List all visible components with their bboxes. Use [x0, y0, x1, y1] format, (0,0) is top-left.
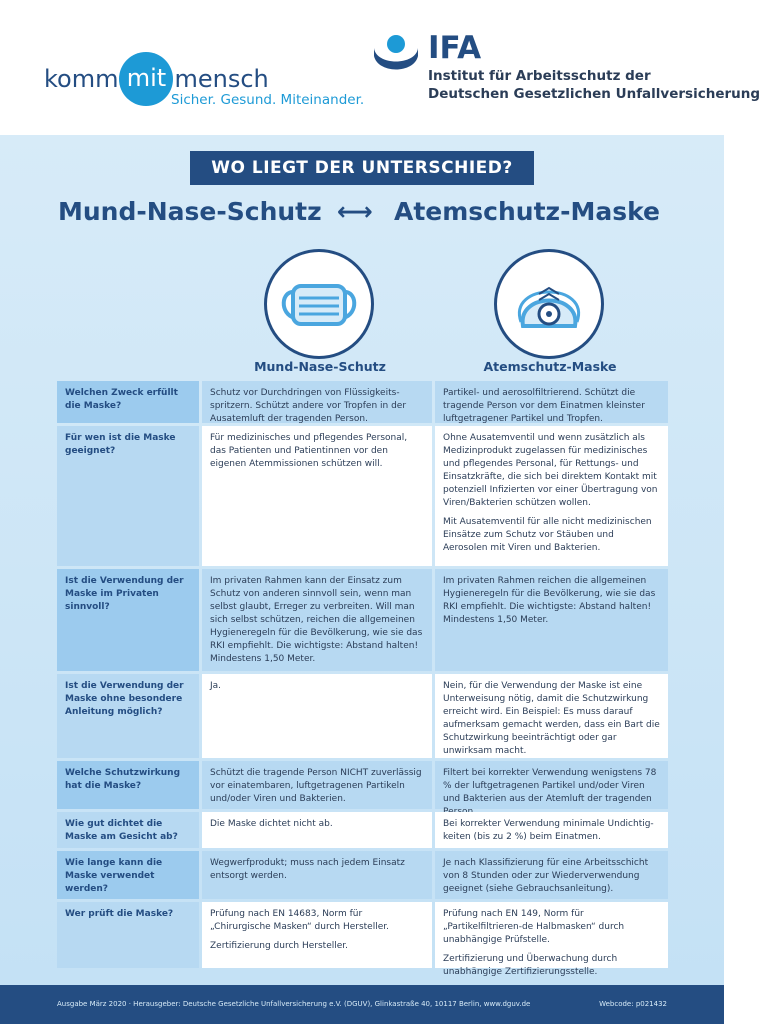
double-arrow-icon: ⟷ [337, 197, 373, 226]
row-question: Wer prüft die Maske? [57, 902, 199, 968]
ifa-line-1: Institut für Arbeitsschutz der [428, 68, 651, 84]
row-question: Ist die Verwendung der Maske ohne besondere Anleitung möglich? [57, 674, 199, 758]
column-header-right: Atemschutz-Maske [483, 359, 617, 374]
row-answer-right: Je nach Klassifizierung für eine Arbeitsschicht von 8 Stunden oder zur Wiederverwendung geeignet (siehe Gebrauchsanleitung). [435, 851, 668, 899]
logo-word-komm: komm [44, 65, 119, 93]
footer [0, 985, 724, 1024]
table-row [57, 902, 668, 977]
table-row [57, 569, 668, 671]
kommmitmensch-logo [44, 52, 365, 108]
table-row [57, 426, 668, 566]
column-header-left: Mund-Nase-Schutz [254, 359, 386, 374]
table-row [57, 761, 668, 809]
title-mund-nase-schutz: Mund-Nase-Schutz [58, 197, 322, 226]
row-answer-left: Die Maske dichtet nicht ab. [202, 812, 432, 848]
logo-circle-mit: mit [119, 52, 173, 106]
row-question: Welche Schutzwirkung hat die Maske? [57, 761, 199, 809]
row-answer-left: Schutz vor Durchdringen von Flüssigkeits-spritzern. Schützt andere vor Tropfen in der Ausatemluft der tragenden Person. [202, 381, 432, 423]
row-answer-right: Bei korrekter Verwendung minimale Undichtig-keiten (bis zu 2 %) beim Einatmen. [435, 812, 668, 848]
logo-word-mensch: mensch [174, 65, 269, 93]
headline-banner: WO LIEGT DER UNTERSCHIED? [190, 151, 534, 185]
row-answer-right: Ohne Ausatemventil und wenn zusätzlich als Medizinprodukt zugelassen für medizinisches und pflegendes Personal, für Rettungs- und Einsatzkräfte, die sich bei direktem Kontakt mit potenziell Infizierten vor einer Übertragung von Viren/Bakterien schützen wollen. Mit Ausatemventil für alle nicht medizinischen Einsätze zum Schutz vor Stäuben und Aerosolen mit Viren und Bakterien. [435, 426, 668, 566]
row-answer-left: Für medizinisches und pflegendes Personal, das Patienten und Patientinnen vor den eigenen Atemmissionen schützen will. [202, 426, 432, 566]
respirator-mask-icon [494, 249, 604, 359]
header [0, 0, 760, 135]
row-answer-right: Filtert bei korrekter Verwendung wenigstens 78 % der luftgetragenen Partikel und/oder Viren und Bakterien aus der Atemluft der tragenden [435, 761, 668, 809]
row-question: Welchen Zweck erfüllt die Maske? [57, 381, 199, 423]
table-row [57, 674, 668, 758]
row-answer-left: Ja. [202, 674, 432, 758]
row-answer-left: Wegwerfprodukt; muss nach jedem Einsatz entsorgt werden. [202, 851, 432, 899]
row-answer-left: Schützt die tragende Person NICHT zuverlässig vor einatembaren, luftgetragenen Partikeln und/oder Viren und Bakterien. [202, 761, 432, 809]
row-answer-right: Nein, für die Verwendung der Maske ist eine Unterweisung nötig, damit die Schutzwirkung erreicht wird. Ein Beispiel: Es muss darauf aufmerksam gemacht werden, dass ein Bart die Schutzwirkung beeinträchtigt oder gar unwirksam macht. [435, 674, 668, 758]
row-answer-left: Im privaten Rahmen kann der Einsatz zum Schutz von anderen sinnvoll sein, wenn man selbst glaubt, Erreger zu verbreiten. Will man sich selbst schützen, reichen die allgemeinen Hygieneregeln für die Bevölkerung, wie sie das RKI empfiehlt. Die wichtigste: Abstand halten! Mindestens 1,50 Meter. [202, 569, 432, 671]
row-answer-right: Prüfung nach EN 149, Norm für „Partikelfiltrieren-de Halbmasken“ durch unabhängige Prüfstelle. Zertifizierung und Überwachung durch unabhängige Zertifizierungsstelle. [435, 902, 668, 968]
table-row [57, 381, 668, 423]
ifa-title: IFA [428, 30, 482, 66]
footer-webcode: Webcode: p021432 [599, 1000, 667, 1008]
ifa-emblem-icon [372, 34, 422, 82]
row-question: Wie lange kann die Maske verwendet werden? [57, 851, 199, 899]
comparison-table [57, 381, 668, 977]
main-content [0, 135, 724, 985]
table-row [57, 851, 668, 899]
table-row [57, 812, 668, 848]
row-question: Ist die Verwendung der Maske im Privaten sinnvoll? [57, 569, 199, 671]
logo-tagline: Sicher. Gesund. Miteinander. [171, 92, 365, 108]
row-answer-left: Prüfung nach EN 14683, Norm für „Chirurgische Masken“ durch Hersteller. Zertifizierung durch Hersteller. [202, 902, 432, 968]
row-question: Für wen ist die Maske geeignet? [57, 426, 199, 566]
row-question: Wie gut dichtet die Maske am Gesicht ab? [57, 812, 199, 848]
surgical-mask-icon [264, 249, 374, 359]
footer-publisher: Ausgabe März 2020 · Herausgeber: Deutsche Gesetzliche Unfallversicherung e.V. (DGUV), Glinkastraße 40, 10117 Berlin, www.dguv.de [57, 1000, 531, 1008]
ifa-line-2: Deutschen Gesetzlichen Unfallversicherung [428, 86, 760, 102]
row-answer-right: Partikel- und aerosolfiltrierend. Schützt die tragende Person vor dem Einatmen kleinster luftgetragener Partikel und Tropfen. [435, 381, 668, 423]
title-atemschutz-maske: Atemschutz-Maske [394, 197, 661, 226]
row-answer-right: Im privaten Rahmen reichen die allgemeinen Hygieneregeln für die Bevölkerung, wie sie das RKI empfiehlt. Die wichtigste: Abstand halten! Mindestens 1,50 Meter. [435, 569, 668, 671]
